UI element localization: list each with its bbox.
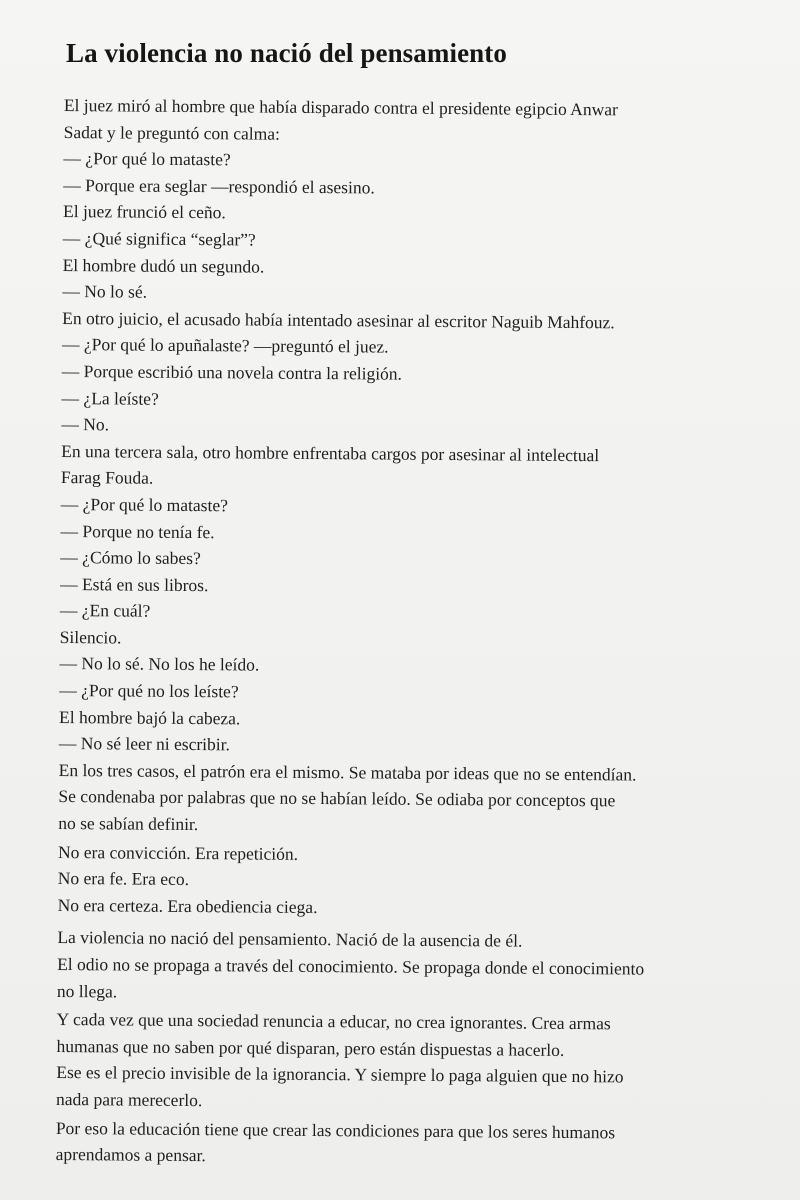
paragraph-line: — ¿Por qué no los leíste? [59, 680, 239, 702]
paragraph-line: no se sabían definir. [58, 813, 199, 835]
paragraph-line: El odio no se propaga a través del conocimiento. Se propaga donde el conocimiento [57, 953, 645, 979]
paragraph-line: En los tres casos, el patrón era el mismo. Se mataba por ideas que no se entendían. [58, 759, 637, 785]
paragraph-line: En otro juicio, el acusado había intentado asesinar al escritor Naguib Mahfouz. [62, 307, 615, 333]
paragraph-line: — ¿Por qué lo apuñalaste? —preguntó el juez. [61, 334, 389, 357]
paragraph-line: Por eso la educación tiene que crear las condiciones para que los seres humanos [55, 1117, 616, 1142]
paragraph-line: — ¿Qué significa “seglar”? [62, 227, 256, 250]
paragraph-line: no llega. [56, 980, 118, 1002]
paragraph-line: Ese es el precio invisible de la ignorancia. Y siempre lo paga alguien que no hizo [56, 1062, 624, 1087]
document-body [56, 92, 764, 1173]
paragraph-line: El juez miró al hombre que había disparado contra el presidente egipcio Anwar [63, 94, 618, 120]
paragraph-line: El hombre dudó un segundo. [62, 254, 265, 277]
paragraph-line: El juez frunció el ceño. [62, 201, 226, 223]
paragraph-line: No era fe. Era eco. [57, 868, 190, 890]
paragraph-line: Farag Fouda. [60, 467, 154, 489]
paragraph-line: Sadat y le preguntó con calma: [63, 121, 281, 144]
paragraph-line: — No sé leer ni escribir. [58, 733, 231, 755]
paragraph-line: humanas que no saben por qué disparan, pero están dispuestas a hacerlo. [56, 1035, 565, 1060]
paragraph-line: No era convicción. Era repetición. [57, 841, 299, 864]
paragraph-line: — No lo sé. [62, 281, 148, 302]
paragraph-line: Se condenaba por palabras que no se habían leído. Se odiaba por conceptos que [58, 786, 616, 811]
paragraph-line: — Porque no tenía fe. [60, 520, 215, 542]
paragraph-line: aprendamos a pensar. [55, 1144, 206, 1166]
paragraph-line: — ¿Por qué lo mataste? [63, 148, 231, 170]
paragraph-line: — ¿Por qué lo mataste? [60, 493, 229, 516]
paragraph-line: nada para merecerlo. [56, 1088, 203, 1111]
paragraph-line: — Porque era seglar —respondió el asesino. [63, 174, 375, 198]
paragraph-line: — ¿La leíste? [61, 387, 159, 409]
paragraph-line: Silencio. [59, 626, 122, 648]
paragraph-line: Y cada vez que una sociedad renuncia a educar, no crea ignorantes. Crea armas [56, 1009, 611, 1034]
paragraph-line: El hombre bajó la cabeza. [59, 706, 241, 729]
paragraph-line: — No. [61, 414, 110, 435]
paragraph-line: — Está en sus libros. [60, 573, 209, 595]
document-title: La violencia no nació del pensamiento [66, 38, 507, 68]
paragraph-line: — ¿Cómo lo sabes? [60, 547, 201, 569]
paragraph-line: No era certeza. Era obediencia ciega. [57, 894, 318, 917]
paragraph-line: — ¿En cuál? [59, 600, 151, 621]
paragraph-line: — Porque escribió una novela contra la religión. [61, 360, 403, 384]
paragraph-line: — No lo sé. No los he leído. [59, 653, 260, 676]
paragraph-line: En una tercera sala, otro hombre enfrentaba cargos por asesinar al intelectual [61, 440, 600, 465]
paragraph-line: La violencia no nació del pensamiento. Nació de la ausencia de él. [57, 927, 523, 952]
